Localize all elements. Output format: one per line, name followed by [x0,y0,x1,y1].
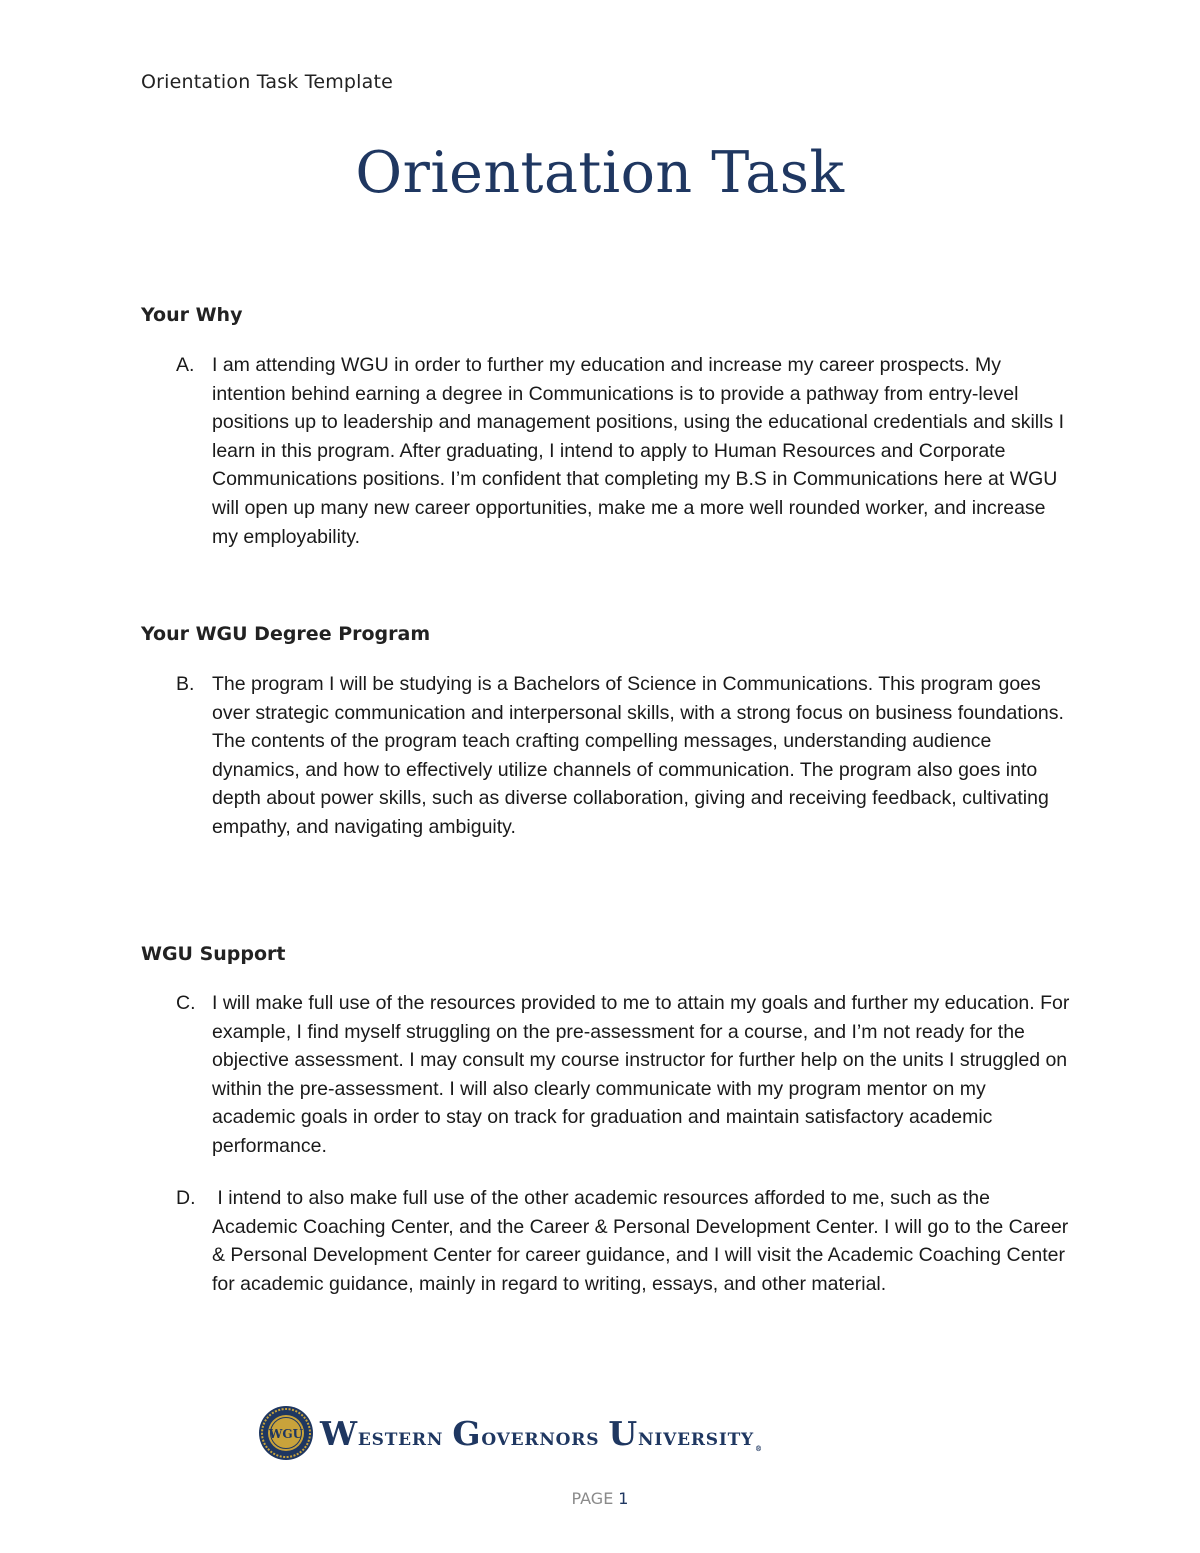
list-marker: A. [176,354,195,376]
university-wordmark: Western Governors University$_®$ [320,1413,763,1453]
page-label: PAGE [571,1489,614,1508]
section-heading-degree-program: Your WGU Degree Program [141,623,431,645]
university-seal-icon [258,1405,314,1461]
list-item-d [141,1184,1074,1298]
list-item-text: I intend to also make full use of the other academic resources afforded to me, such as the Academic Coaching Center, and the Career & Personal Development Center. I will go to the Career & Personal Development Center for career guidance, and I will visit the Academic Coaching Center for academic guidance, mainly in regard to writing, essays, and other material. [212,1187,1074,1295]
list-item-c [141,989,1071,1161]
list-marker: D. [176,1187,196,1209]
list-marker: C. [176,992,196,1014]
list-item-text: I will make full use of the resources provided to me to attain my goals and further my education. For example, I find myself struggling on the pre-assessment for a course, and I’m not ready for the objective assessment. I may consult my course instructor for further help on the units I struggled on within the pre-assessment. I will also clearly communicate with my program mentor on my academic goals in order to stay on track for graduation and maintain satisfactory academic performance. [212,992,1070,1157]
section-heading-wgu-support: WGU Support [141,943,286,965]
seal-text: WGU [268,1427,304,1441]
page-number [0,1489,1200,1508]
wgu-logo [258,1404,763,1462]
trademark-mark: ® [755,1443,763,1453]
document-title: Orientation Task [355,140,845,206]
list-marker: B. [176,673,195,695]
list-item-text: I am attending WGU in order to further my education and increase my career prospects. My intention behind earning a degree in Communications is to provide a pathway from entry-level positions up to leadership and management positions, using the educational credentials and skills I learn in this program. After graduating, I intend to apply to Human Resources and Corporate Communications positions. I’m confident that completing my B.S in Communications here at WGU will open up many new career opportunities, make me a more well rounded worker, and increase my employability. [212,354,1065,548]
running-header: Orientation Task Template [141,71,394,93]
list-item-b [141,670,1071,842]
section-heading-your-why: Your Why [141,304,243,326]
page-number-value: 1 [618,1489,629,1508]
list-item-text: The program I will be studying is a Bachelors of Science in Communications. This program goes over strategic communication and interpersonal skills, with a strong focus on business foundations. The contents of the program teach crafting compelling messages, understanding audience dynamics, and how to effectively utilize channels of communication. The program also goes into depth about power skills, such as diverse collaboration, giving and receiving feedback, cultivating empathy, and navigating ambiguity. [212,673,1064,838]
list-item-a [141,351,1071,551]
